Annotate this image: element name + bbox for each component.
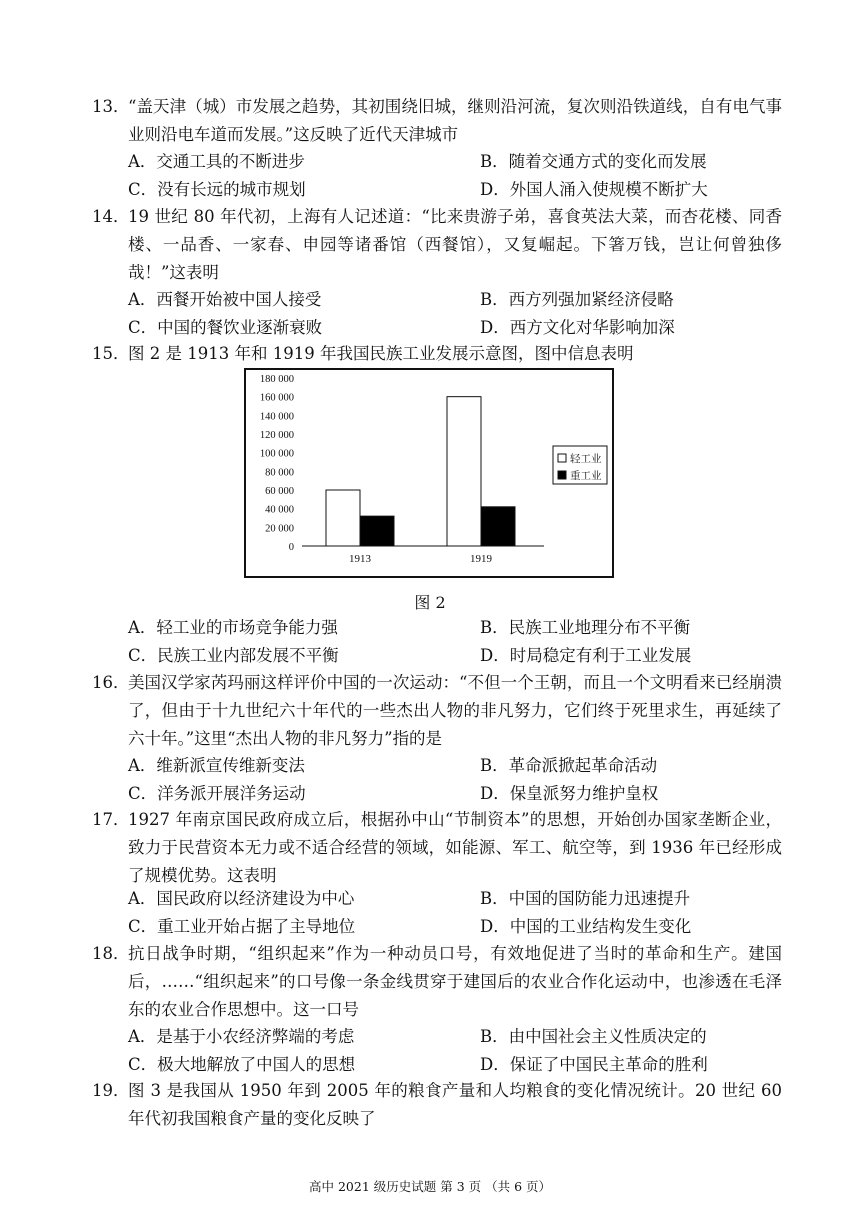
option-b: B．革命派掀起革命活动 bbox=[480, 756, 658, 775]
legend-label: 轻工业 bbox=[570, 454, 602, 465]
option-b: B．随着交通方式的变化而发展 bbox=[480, 152, 707, 171]
question-stem: 19 世纪 80 年代初，上海有人记述道：“比来贵游子弟，喜食英法大菜，而杏花楼、同香楼、一品香、一家春、申园等诸番馆（西餐馆），又复崛起。下箸万钱，岂让何曾独侈哉！”这表明 bbox=[128, 207, 782, 282]
legend-swatch bbox=[558, 454, 566, 462]
question-number: 18． bbox=[92, 944, 130, 963]
question-14 bbox=[92, 203, 782, 287]
question-number: 15． bbox=[92, 344, 130, 363]
question-13 bbox=[92, 93, 782, 149]
question-stem: 美国汉学家芮玛丽这样评价中国的一次运动：“不但一个王朝，而且一个文明看来已经崩溃了，但由于十九世纪六十年代的一些杰出人物的非凡努力，它们终于死里求生，再延续了六十年。”这里“杰出人物的非凡努力”指的是 bbox=[128, 673, 782, 748]
option-a: A．维新派宣传维新变法 bbox=[128, 756, 305, 775]
option-c: C．没有长远的城市规划 bbox=[128, 180, 306, 199]
option-a: A．是基于小农经济弊端的考虑 bbox=[128, 1027, 355, 1046]
option-b: B．民族工业地理分布不平衡 bbox=[480, 618, 691, 637]
question-stem: “盖天津（城）市发展之趋势，其初围绕旧城，继则沿河流，复次则沿铁道线，自有电气事业则沿电车道而发展。”这反映了近代天津城市 bbox=[128, 97, 782, 144]
question-number: 13． bbox=[92, 97, 130, 116]
option-b: B．中国的国防能力迅速提升 bbox=[480, 889, 691, 908]
option-d: D．外国人涌入使规模不断扩大 bbox=[480, 180, 708, 199]
option-c: C．极大地解放了中国人的思想 bbox=[128, 1055, 356, 1074]
option-b: B．西方列强加紧经济侵略 bbox=[480, 290, 674, 309]
question-16 bbox=[92, 669, 782, 753]
x-tick-label: 1919 bbox=[470, 553, 492, 565]
page-footer: 高中 2021 级历史试题 第 3 页 （共 6 页） bbox=[308, 1179, 551, 1194]
question-number: 14． bbox=[92, 207, 130, 226]
option-b: B．由中国社会主义性质决定的 bbox=[480, 1027, 707, 1046]
y-tick-label: 160 000 bbox=[259, 392, 294, 404]
y-tick-label: 20 000 bbox=[265, 523, 294, 535]
bar-chart bbox=[246, 370, 612, 576]
option-c: C．民族工业内部发展不平衡 bbox=[128, 646, 339, 665]
y-tick-label: 180 000 bbox=[259, 374, 294, 385]
y-tick-label: 40 000 bbox=[265, 504, 294, 516]
question-17 bbox=[92, 806, 782, 890]
question-19 bbox=[92, 1077, 782, 1133]
question-stem: 抗日战争时期，“组织起来”作为一种动员口号，有效地促进了当时的革命和生产。建国后，……“组织起来”的口号像一条金线贯穿于建国后的农业合作化运动中，也渗透在毛泽东的农业合作思想中。这一口号 bbox=[128, 944, 782, 1019]
legend-swatch bbox=[558, 471, 566, 479]
y-tick-label: 100 000 bbox=[259, 448, 294, 460]
bar-1913-1 bbox=[360, 516, 394, 546]
option-d: D．时局稳定有利于工业发展 bbox=[480, 646, 692, 665]
question-15 bbox=[92, 340, 782, 368]
option-d: D．西方文化对华影响加深 bbox=[480, 318, 675, 337]
question-number: 16． bbox=[92, 673, 130, 692]
figure-2-chart bbox=[244, 368, 614, 578]
question-stem: 1927 年南京国民政府成立后，根据孙中山“节制资本”的思想，开始创办国家垄断企业，致力于民营资本无力或不适合经营的领域，如能源、军工、航空等，到 1936 年已经形成了规模优势。这表明 bbox=[128, 810, 782, 885]
option-c: C．洋务派开展洋务运动 bbox=[128, 784, 306, 803]
x-tick-label: 1913 bbox=[349, 553, 371, 565]
bar-1919-0 bbox=[447, 397, 481, 546]
bar-1913-0 bbox=[326, 490, 360, 546]
question-number: 19． bbox=[92, 1081, 130, 1100]
option-d: D．保皇派努力维护皇权 bbox=[480, 784, 659, 803]
option-a: A．交通工具的不断进步 bbox=[128, 152, 305, 171]
y-tick-label: 140 000 bbox=[259, 411, 294, 423]
question-18 bbox=[92, 940, 782, 1024]
y-tick-label: 80 000 bbox=[265, 467, 294, 479]
option-c: C．中国的餐饮业逐渐衰败 bbox=[128, 318, 323, 337]
figure-caption: 图 2 bbox=[414, 593, 446, 612]
legend-label: 重工业 bbox=[570, 471, 602, 482]
question-number: 17． bbox=[92, 810, 130, 829]
option-d: D．中国的工业结构发生变化 bbox=[480, 917, 692, 936]
option-c: C．重工业开始占据了主导地位 bbox=[128, 917, 356, 936]
bar-1919-1 bbox=[481, 507, 515, 546]
question-stem: 图 2 是 1913 年和 1919 年我国民族工业发展示意图，图中信息表明 bbox=[128, 344, 634, 363]
y-tick-label: 120 000 bbox=[259, 430, 294, 441]
option-d: D．保证了中国民主革命的胜利 bbox=[480, 1055, 708, 1074]
option-a: A．西餐开始被中国人接受 bbox=[128, 290, 322, 309]
y-tick-label: 60 000 bbox=[265, 486, 294, 497]
option-a: A．国民政府以经济建设为中心 bbox=[128, 889, 355, 908]
question-stem: 图 3 是我国从 1950 年到 2005 年的粮食产量和人均粮食的变化情况统计。20 世纪 60 年代初我国粮食产量的变化反映了 bbox=[128, 1081, 782, 1128]
y-tick-label: 0 bbox=[288, 542, 294, 553]
option-a: A．轻工业的市场竞争能力强 bbox=[128, 618, 338, 637]
